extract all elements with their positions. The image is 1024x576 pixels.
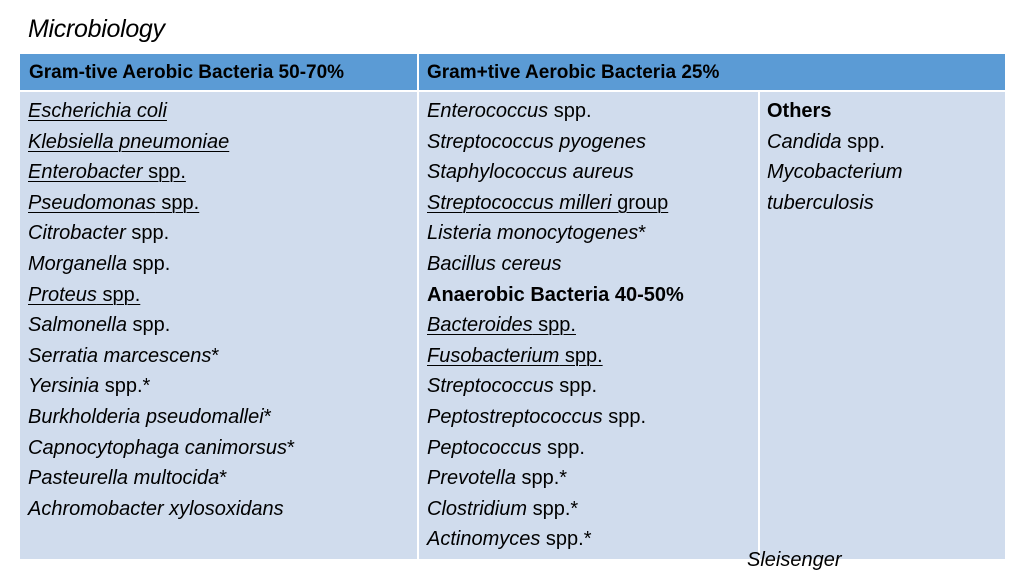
organism-row [28,96,295,127]
asterisk-marker: * [263,405,272,428]
organism-name: Staphylococcus aureus [427,161,634,184]
asterisk-marker: * [638,222,647,245]
organism-row [427,402,684,433]
organism-name: Pasteurella multocida [28,467,220,490]
organism-row [28,280,295,311]
organism-qualifier: spp. [548,100,592,122]
organism-name: Candida [767,130,842,153]
organism-name: Pseudomonas [28,191,156,214]
organism-name: Proteus [28,283,97,306]
organism-row [767,157,903,188]
organism-qualifier: spp. [142,161,186,184]
organism-row [427,524,684,555]
header-gram-positive: Gram+tive Aerobic Bacteria 25% [427,62,720,83]
organism-row [28,188,295,219]
organism-row [28,249,295,280]
organism-qualifier: spp. [125,222,170,245]
organism-row [28,218,295,249]
organism-row [28,341,295,372]
organism-row [28,494,295,525]
asterisk-marker: * [287,436,295,459]
organism-name: Salmonella [28,314,127,337]
organism-qualifier: spp. [515,467,560,490]
organism-name: Achromobacter xylosoxidans [28,497,284,520]
organism-row [427,463,684,494]
organism-name: Serratia marcescens [28,344,212,367]
organism-name: Bacillus cereus [427,252,562,275]
organism-row [427,188,684,219]
organism-qualifier: spp. [559,344,603,367]
column-divider [758,92,760,559]
page-title: Microbiology [28,15,165,43]
organism-qualifier: spp. [841,130,885,153]
organism-row [28,127,295,158]
organism-qualifier: group [611,191,669,214]
asterisk-marker: * [570,497,579,520]
anaerobic-heading: Anaerobic Bacteria 40-50% [427,283,684,306]
organism-qualifier: spp. [126,252,171,275]
organism-name: Listeria monocytogenes [427,222,639,245]
organism-name: Burkholderia pseudomallei [28,405,264,428]
others-list [767,96,903,218]
organism-name: Klebsiella pneumoniae [28,130,230,153]
organism-name: Yersinia [28,375,100,398]
organism-name: Actinomyces [427,528,541,551]
organism-row [28,310,295,341]
organism-name: Clostridium [427,497,528,520]
organism-row [427,341,684,372]
organism-name: Citrobacter [28,222,126,245]
organism-qualifier: spp. [96,283,141,306]
organism-qualifier: spp. [540,528,584,551]
gram-negative-list [28,96,295,524]
organism-name: Bacteroides [427,314,533,337]
gram-positive-list [427,96,684,555]
organism-name: Capnocytophaga canimorsus [28,436,288,459]
organism-row [427,494,684,525]
organism-row [427,127,684,158]
organism-qualifier: spp. [541,436,585,459]
organism-name: Escherichia coli [28,100,167,122]
organism-row [427,249,684,280]
organism-row [427,218,684,249]
organism-name: Enterococcus [427,100,549,122]
organism-name: Peptococcus [427,436,542,459]
organism-qualifier: spp. [126,314,171,337]
organism-row [427,96,684,127]
organism-qualifier: spp. [553,375,598,398]
organism-row [767,127,903,158]
bacteria-table [20,54,1005,559]
organism-row [28,157,295,188]
column-divider [417,54,419,559]
organism-row [427,310,684,341]
organism-row [28,402,295,433]
organism-name: Prevotella [427,467,516,490]
organism-row [28,463,295,494]
organism-name: Streptococcus pyogenes [427,130,647,153]
organism-row [767,188,903,219]
organism-name: tuberculosis [767,191,874,214]
asterisk-marker: * [142,375,151,398]
organism-name: Peptostreptococcus [427,405,603,428]
organism-qualifier: spp. [532,314,576,337]
table-header-row [20,54,1005,92]
organism-row [427,371,684,402]
organism-name: Fusobacterium [427,344,560,367]
organism-qualifier: spp. [99,375,143,398]
organism-row [28,433,295,464]
organism-qualifier: spp. [155,191,200,214]
organism-name: Streptococcus milleri [427,191,612,214]
asterisk-marker: * [211,344,220,367]
asterisk-marker: * [559,467,568,490]
asterisk-marker: * [219,467,228,490]
organism-name: Enterobacter [28,161,143,184]
source-credit: Sleisenger [747,549,842,571]
organism-qualifier: spp. [602,405,647,428]
organism-name: Mycobacterium [767,161,903,184]
organism-name: Streptococcus [427,375,554,398]
header-gram-negative: Gram-tive Aerobic Bacteria 50-70% [29,62,345,83]
organism-qualifier: spp. [527,497,571,520]
organism-row [427,433,684,464]
organism-name: Morganella [28,252,127,275]
organism-row [28,371,295,402]
asterisk-marker: * [583,528,592,551]
others-heading: Others [767,100,832,122]
organism-row [427,157,684,188]
